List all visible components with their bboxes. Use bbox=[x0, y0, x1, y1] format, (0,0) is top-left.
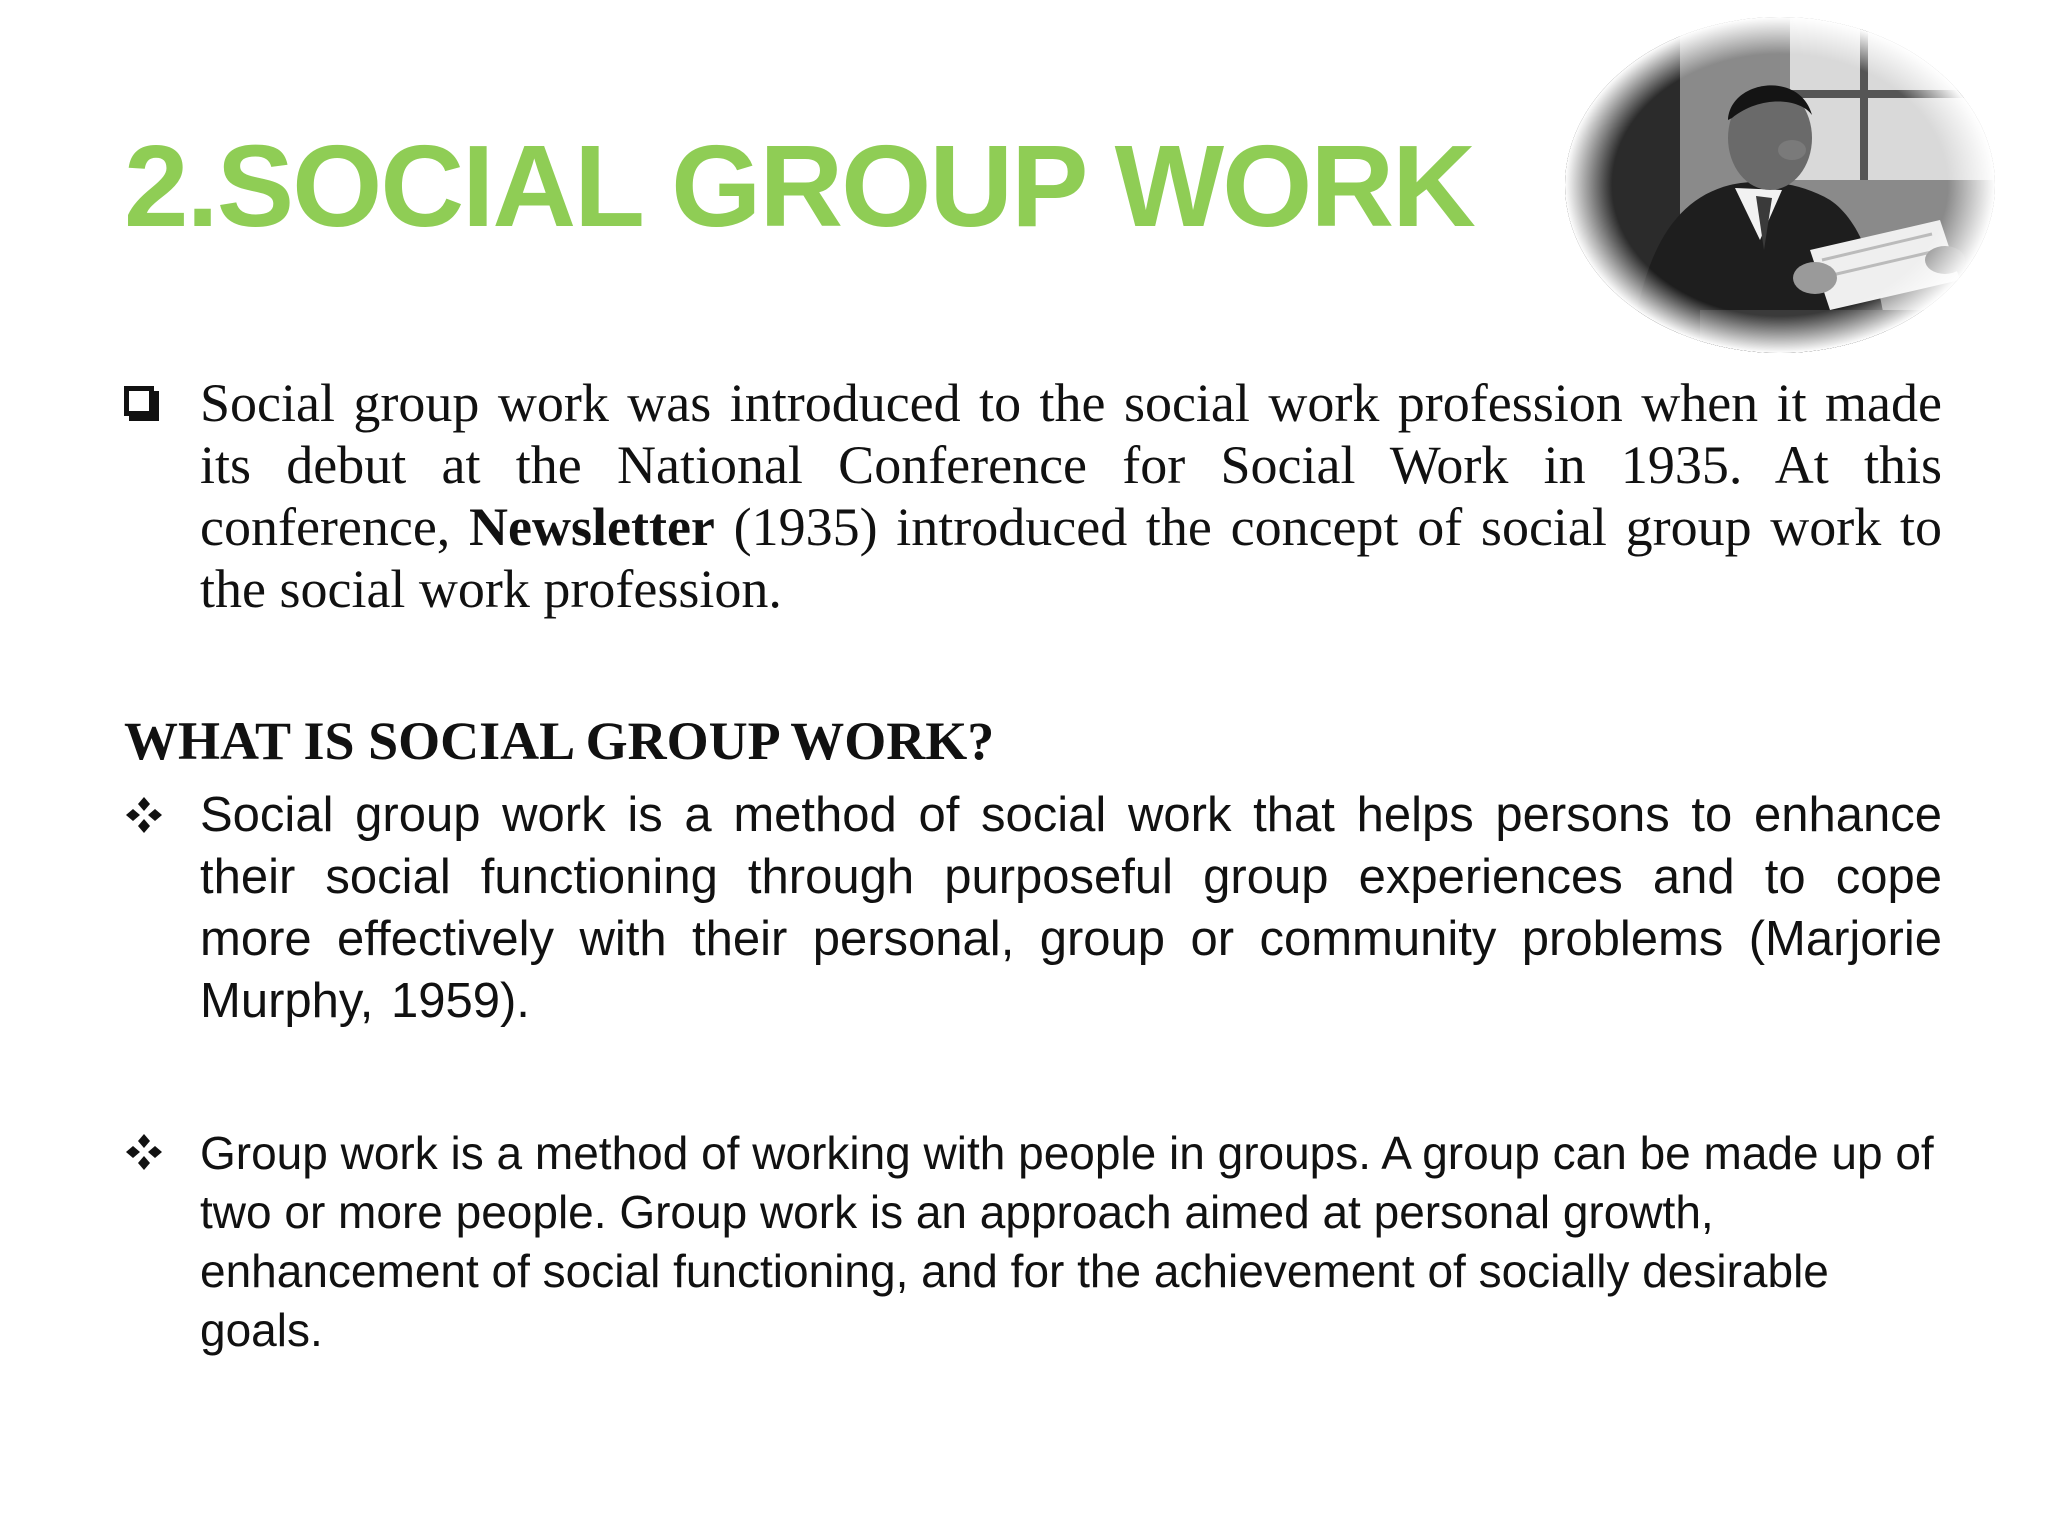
intro-text-before: Social group work was introduced to the social work profession when it made its debut at the National Conference for Social Work in 1935. At this conference, bbox=[200, 373, 1942, 557]
portrait-photo-icon bbox=[1560, 10, 2000, 360]
section-heading: WHAT IS SOCIAL GROUP WORK? bbox=[124, 711, 995, 771]
slide-title: 2.SOCIAL GROUP WORK bbox=[124, 121, 1474, 251]
diamond-cluster-bullet-icon bbox=[124, 1132, 164, 1172]
intro-paragraph bbox=[200, 372, 1942, 620]
portrait-image bbox=[1560, 10, 2000, 360]
definition-paragraph-2: Group work is a method of working with people in groups. A group can be made up of two or more people. Group work is an approach aimed at personal growth, enhancement of social functioning, and for the achievement of socially desirable goals. bbox=[200, 1127, 1934, 1356]
hollow-square-bullet-icon bbox=[124, 386, 154, 416]
diamond-cluster-bullet-icon bbox=[124, 795, 164, 835]
intro-bold-term: Newsletter bbox=[469, 497, 715, 557]
definition-paragraph-1: Social group work is a method of social work that helps persons to enhance their social functioning through purposeful group experiences and to cope more effectively with their personal, group or community problems (Marjorie Murphy, 1959). bbox=[200, 788, 1942, 1028]
intro-text-after: (1935) introduced the concept of social group work to the social work profession. bbox=[200, 497, 1943, 619]
